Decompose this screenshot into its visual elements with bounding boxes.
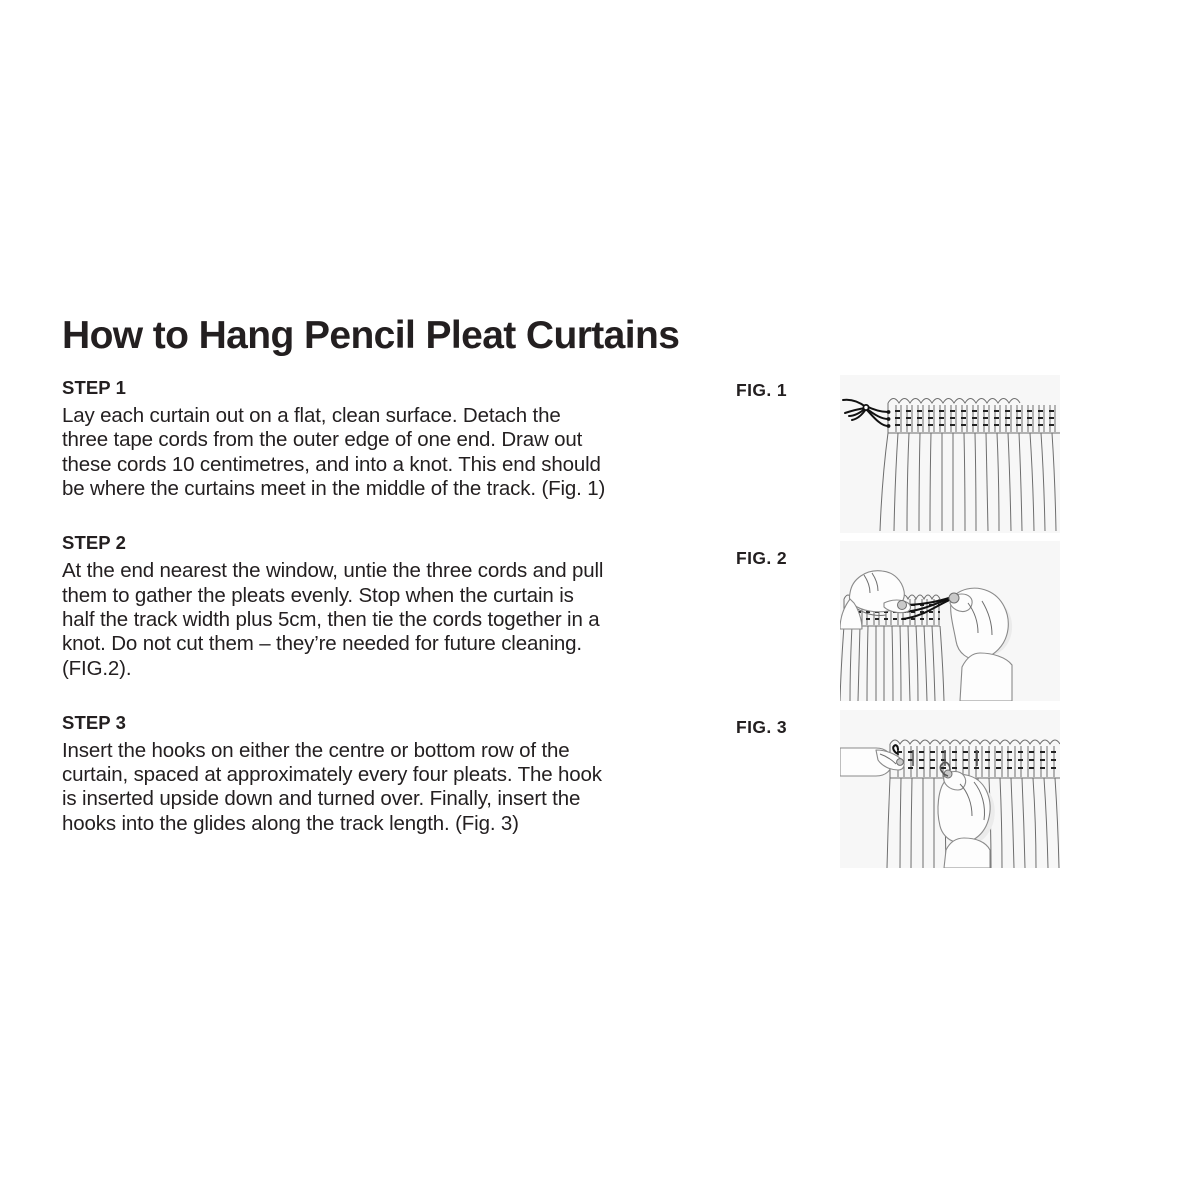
figure-2-label: FIG. 2 bbox=[736, 548, 788, 568]
step-2-label: STEP 2 bbox=[62, 532, 127, 554]
step-2-body: At the end nearest the window, untie the three cords and pull them to gather the pleats evenly. Stop when the curtain is half the track width plus 5cm, then tie the cords together in a knot. Do not cut them – they’re needed for future cleaning. (FIG.2). bbox=[62, 559, 604, 680]
step-item-3 bbox=[62, 711, 607, 836]
page-title: How to Hang Pencil Pleat Curtains bbox=[62, 314, 680, 358]
figure-1-label: FIG. 1 bbox=[736, 380, 788, 400]
steps-list bbox=[62, 376, 607, 836]
step-3-label: STEP 3 bbox=[62, 711, 127, 733]
figure-1-illustration-curtain-tape-with-cords-tied-in-knot bbox=[840, 375, 1060, 533]
figure-3-illustration-hand-inserting-hooks-into-curtain-tape bbox=[840, 710, 1060, 868]
figure-3-label: FIG. 3 bbox=[736, 717, 788, 737]
step-item-1 bbox=[62, 376, 607, 501]
right-hand bbox=[949, 588, 1012, 701]
left-hand-with-hook bbox=[840, 745, 904, 776]
step-1-label: STEP 1 bbox=[62, 377, 127, 398]
step-item-2 bbox=[62, 531, 607, 681]
figure-2-illustration-hands-pulling-cords-to-gather-pleats bbox=[840, 541, 1060, 701]
step-1-body: Lay each curtain out on a flat, clean surface. Detach the three tape cords from the outer edge of one end. Draw out these cords 10 centimetres, and into a knot. This end should be where the curtains meet in the middle of the track. (Fig. 1) bbox=[62, 404, 606, 500]
left-hand bbox=[840, 571, 910, 629]
step-3-body: Insert the hooks on either the centre or bottom row of the curtain, spaced at approximately every four pleats. The hook is inserted upside down and turned over. Finally, insert the hooks into the glides along the track length. (Fig. 3) bbox=[62, 738, 602, 835]
